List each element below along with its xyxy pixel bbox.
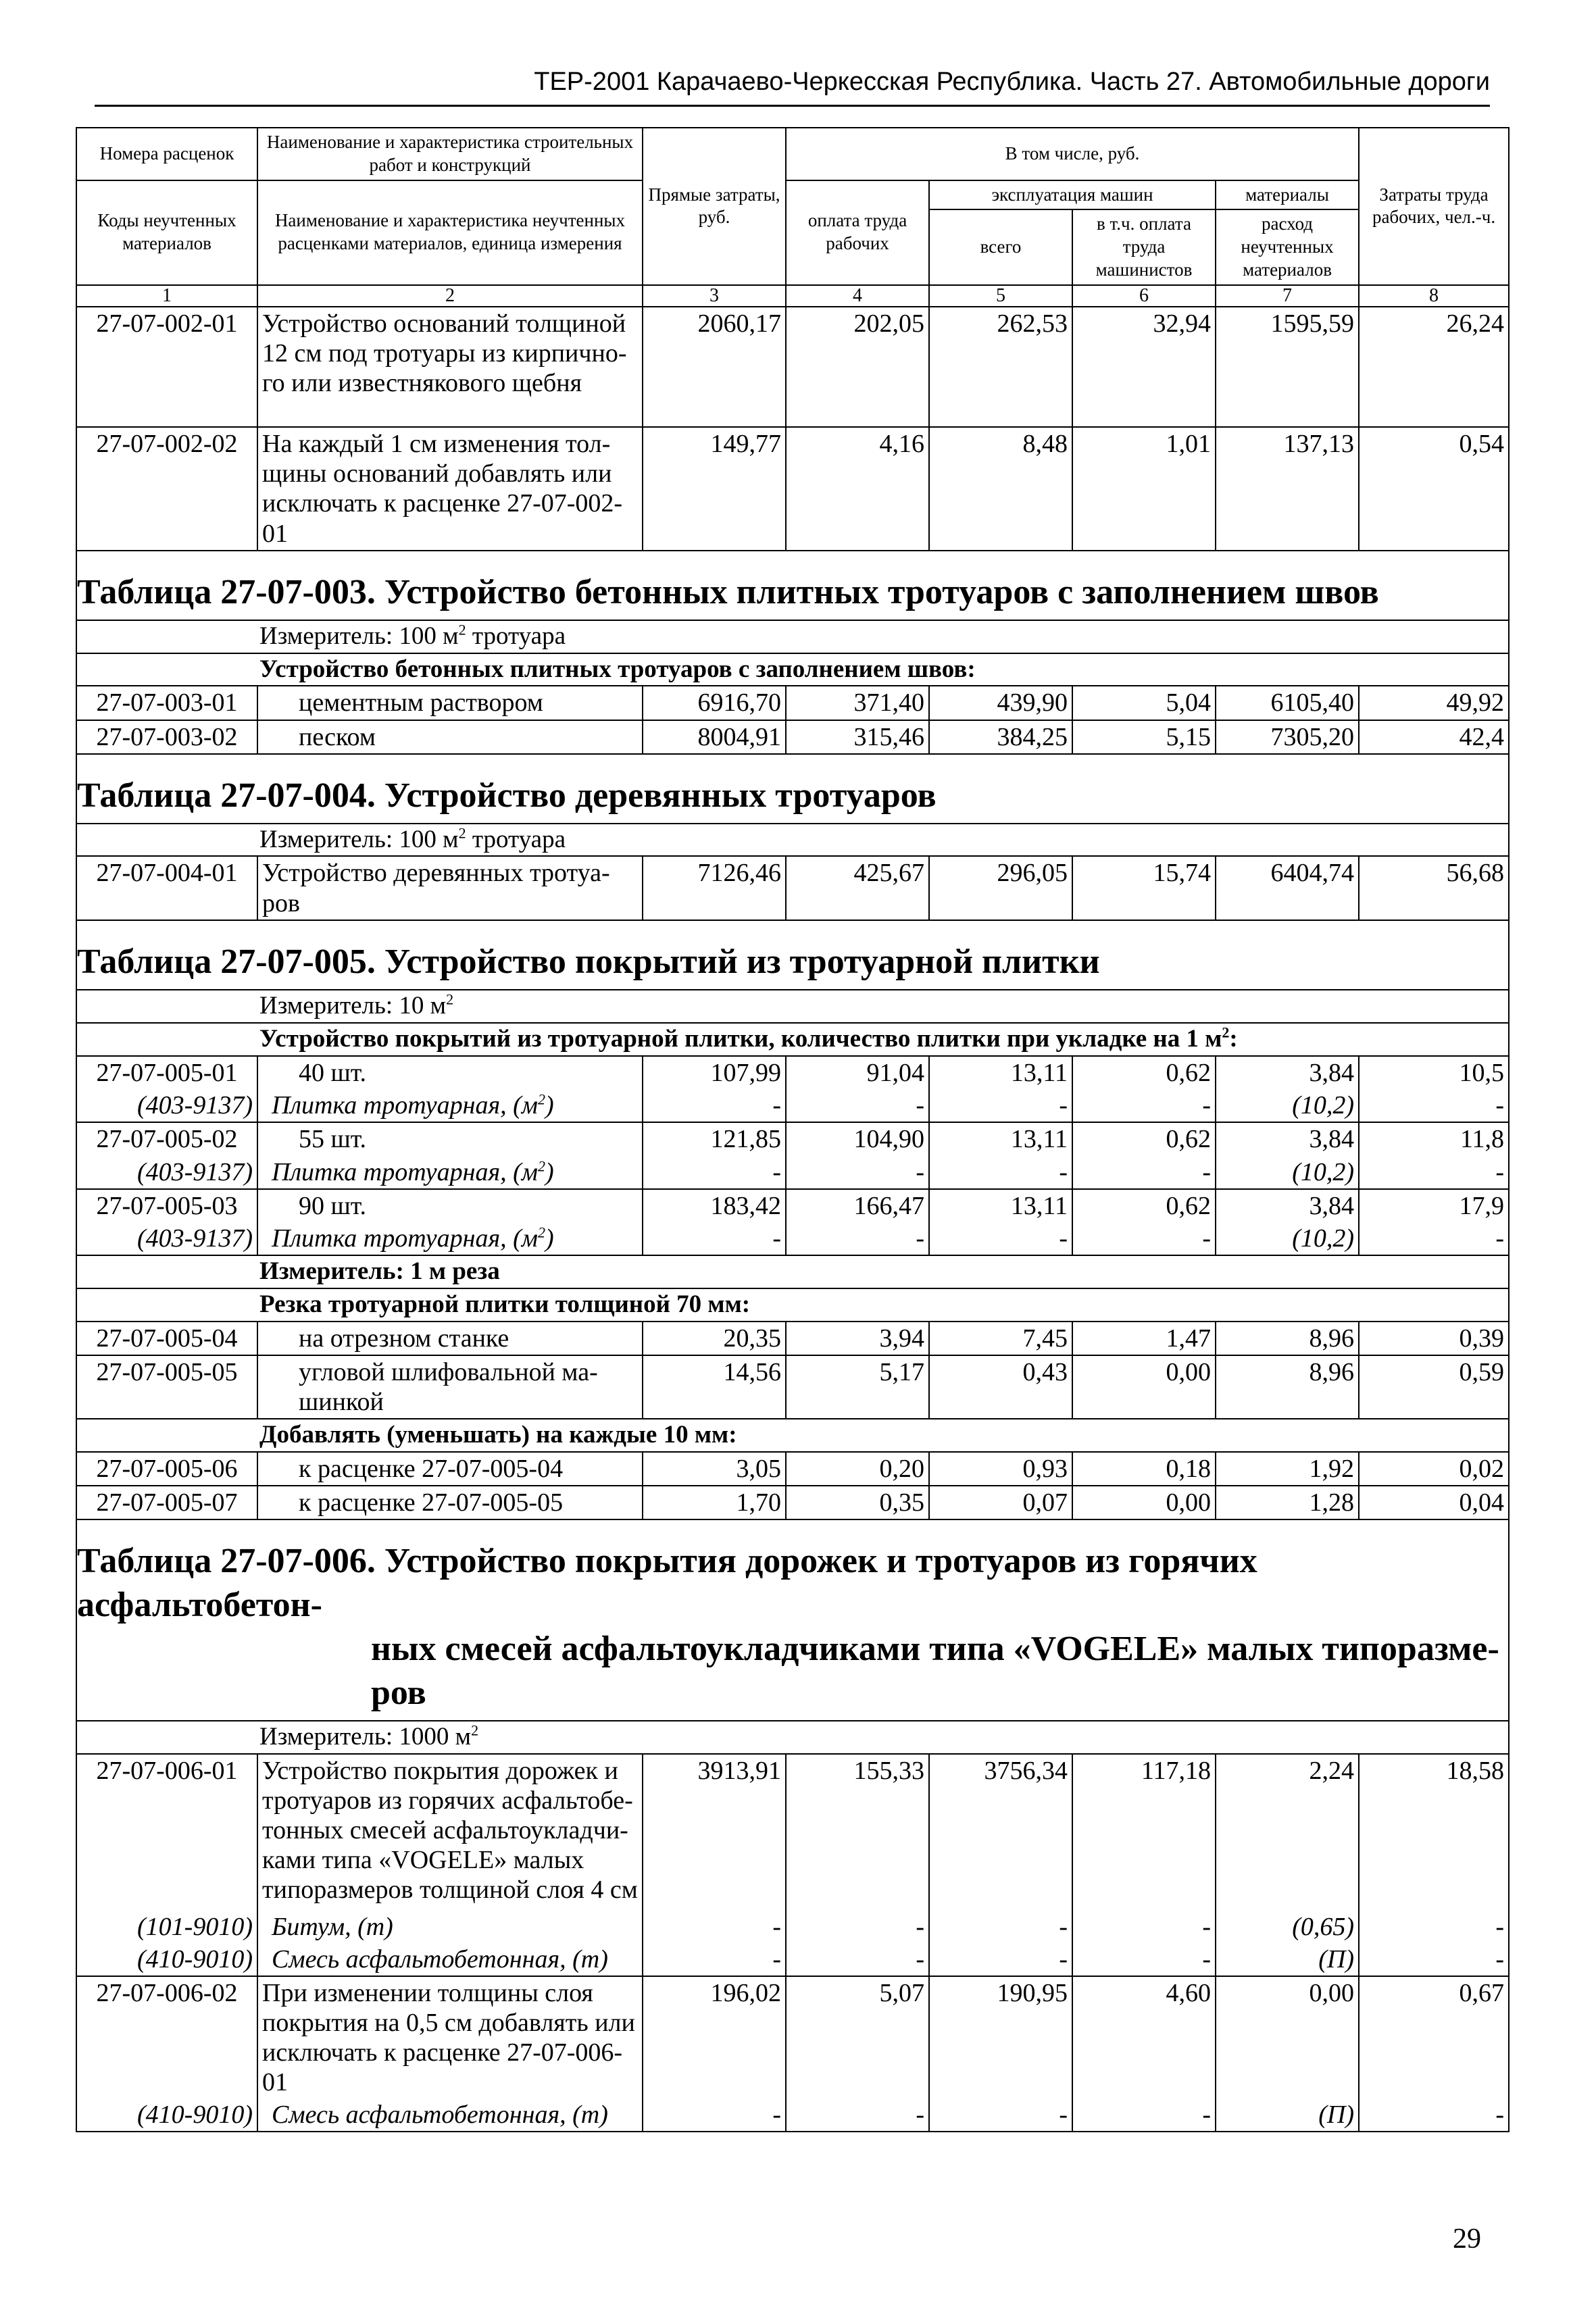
material-row: (410-9010) Смесь асфальтобетонная, (т) - - - - (П) - xyxy=(76,1943,1509,1976)
table-row: 27-07-004-01 Устройство деревянных тротуа-ров 7126,46 425,67 296,05 15,74 6404,74 56,68 xyxy=(76,856,1509,920)
col6-operators: в т.ч. оплата труда машинистов xyxy=(1072,209,1216,284)
measure-005: Измеритель: 10 $м^2$ xyxy=(76,990,1509,1023)
material-row: (403-9137) Плитка тротуарная, $(м^2)$ - - - - (10,2) - xyxy=(76,1156,1509,1189)
col8-labor: Затраты труда рабочих, чел.-ч. xyxy=(1359,128,1509,285)
table-row: 27-07-003-01 цементным раствором 6916,70 371,40 439,90 5,04 6105,40 49,92 xyxy=(76,686,1509,720)
col4-wages: оплата труда рабочих xyxy=(786,180,929,285)
table-title-006: Таблица 27-07-006. Устройство покрытия дорожек и тротуаров из горячих асфальтобетон- ных смесей асфальтоукладчиками типа «VOGELE» малых типоразме- ров xyxy=(76,1519,1509,1721)
material-row: (410-9010) Смесь асфальтобетонная, (т) - - - - (П) - xyxy=(76,2098,1509,2132)
table-row: 27-07-005-06 к расценке 27-07-005-04 3,05 0,20 0,93 0,18 1,92 0,02 xyxy=(76,1452,1509,1486)
col-machines-header: эксплуатация машин xyxy=(929,180,1216,210)
material-row: (403-9137) Плитка тротуарная, $(м^2)$ - - - - (10,2) - xyxy=(76,1089,1509,1122)
group-005: Устройство покрытий из тротуарной плитки, количество плитки при укладке на 1 $м^2$: xyxy=(76,1023,1509,1056)
rates-table xyxy=(76,127,1510,2132)
col7-materials: расход неучтенных материалов xyxy=(1216,209,1359,284)
table-row: 27-07-005-05 угловой шлифовальной ма-шинкой 14,56 5,17 0,43 0,00 8,96 0,59 xyxy=(76,1355,1509,1419)
col1-top: Номера расценок xyxy=(76,128,257,180)
table-row: 27-07-005-04 на отрезном станке 20,35 3,94 7,45 1,47 8,96 0,39 xyxy=(76,1322,1509,1355)
rate-name: На каждый 1 см изменения тол-щины оснований добавлять или исключать к расценке 27-07-002-01 xyxy=(257,427,643,550)
table-row: 27-07-005-07 к расценке 27-07-005-05 1,70 0,35 0,07 0,00 1,28 0,04 xyxy=(76,1486,1509,1519)
header-row-2 xyxy=(76,180,1509,210)
table-row: 27-07-002-01 Устройство оснований толщиной 12 см под тротуары из кирпично-го или известнякового щебня 2060,17 202,05 262,53 32,94 1595,59 26,24 xyxy=(76,307,1509,427)
table-title-005: Таблица 27-07-005. Устройство покрытий из тротуарной плитки xyxy=(76,920,1509,990)
header-row-1 xyxy=(76,128,1509,180)
table-row: 27-07-005-01 40 шт. 107,99 91,04 13,11 0,62 3,84 10,5 xyxy=(76,1056,1509,1089)
material-row: (403-9137) Плитка тротуарная, $(м^2)$ - - - - (10,2) - xyxy=(76,1222,1509,1255)
running-header: ТЕР-2001 Карачаево-Черкесская Республика. Часть 27. Автомобильные дороги xyxy=(534,68,1490,96)
header-rule xyxy=(95,105,1490,107)
page-number: 29 xyxy=(1453,2223,1481,2255)
table-title-004: Таблица 27-07-004. Устройство деревянных тротуаров xyxy=(76,754,1509,824)
col-materials-header: материалы xyxy=(1216,180,1359,210)
group-003: Устройство бетонных плитных тротуаров с заполнением швов: xyxy=(76,653,1509,686)
col2-bottom: Наименование и характеристика неучтенных расценками материалов, единица измерения xyxy=(257,180,643,285)
table-row: 27-07-006-01 Устройство покрытия дорожек и тротуаров из горячих асфальтобе-тонных смесей асфальтоукладчи-ками типа «VOGELE» малых типоразмеров толщиной слоя 4 см 3913,91 155,33 3756,34 117,18 2,24 18,58 xyxy=(76,1754,1509,1911)
table-row: 27-07-006-02 При изменении толщины слоя покрытия на 0,5 см добавлять или исключать к расценке 27-07-006-01 196,02 5,07 190,95 4,60 0,00 0,67 xyxy=(76,1976,1509,2098)
col1-bottom: Коды неучтенных материалов xyxy=(76,180,257,285)
col-incl-header: В том числе, руб. xyxy=(786,128,1359,180)
group-005-add: Добавлять (уменьшать) на каждые 10 мм: xyxy=(76,1419,1509,1452)
table-row: 27-07-003-02 песком 8004,91 315,46 384,25 5,15 7305,20 42,4 xyxy=(76,720,1509,754)
col2-top: Наименование и характеристика строительных работ и конструкций xyxy=(257,128,643,180)
measure-003: Измеритель: 100 $м^2$ тротуара xyxy=(76,620,1509,653)
table-row: 27-07-005-02 55 шт. 121,85 104,90 13,11 0,62 3,84 11,8 xyxy=(76,1122,1509,1155)
material-row: (101-9010) Битум, (т) - - - - (0,65) - xyxy=(76,1911,1509,1943)
table-row: 27-07-005-03 90 шт. 183,42 166,47 13,11 0,62 3,84 17,9 xyxy=(76,1189,1509,1222)
measure-006: Измеритель: 1000 $м^2$ xyxy=(76,1721,1509,1754)
measure-005-cut: Измеритель: 1 м реза xyxy=(76,1255,1509,1288)
table-row: 27-07-002-02 На каждый 1 см изменения тол-щины оснований добавлять или исключать к расценке 27-07-002-01 149,77 4,16 8,48 1,01 137,13 0,54 xyxy=(76,427,1509,550)
group-005-cut: Резка тротуарной плитки толщиной 70 мм: xyxy=(76,1288,1509,1322)
measure-004: Измеритель: 100 $м^2$ тротуара xyxy=(76,824,1509,857)
rate-name: Устройство оснований толщиной 12 см под тротуары из кирпично-го или известнякового щебня xyxy=(257,307,643,427)
rate-code: 27-07-002-01 xyxy=(76,307,257,427)
rate-code: 27-07-002-02 xyxy=(76,427,257,550)
col5-total: всего xyxy=(929,209,1072,284)
col3-direct-costs: Прямые затраты, руб. xyxy=(643,128,786,285)
table-title-003: Таблица 27-07-003. Устройство бетонных плитных тротуаров с заполнением швов xyxy=(76,551,1509,620)
index-row: 1 2 3 4 5 6 7 8 xyxy=(76,285,1509,307)
